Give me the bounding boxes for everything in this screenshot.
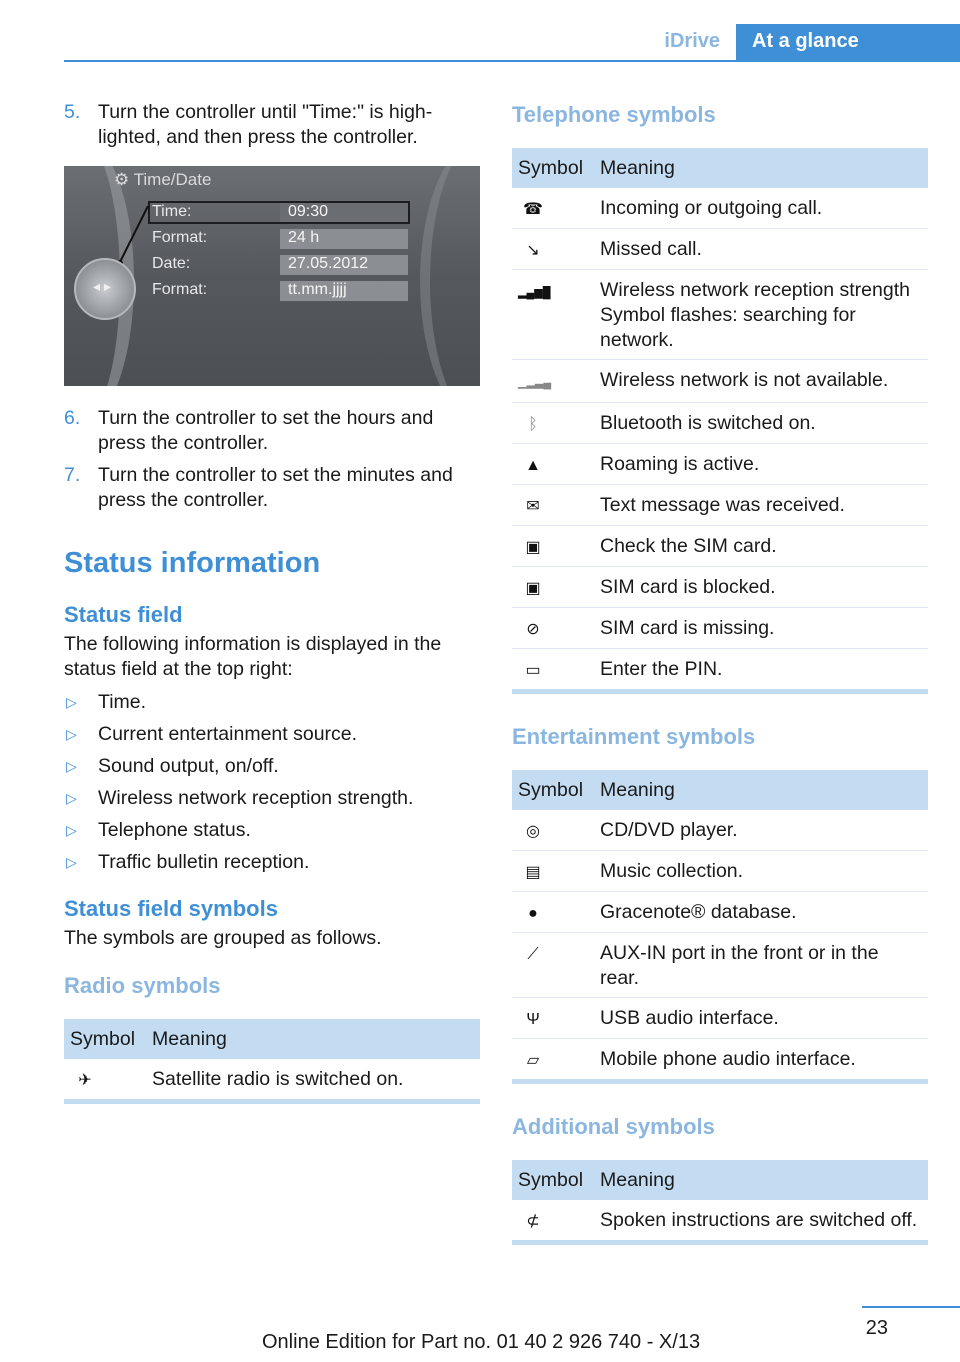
bullet-icon: ▷	[66, 758, 77, 774]
table-row: ▭ Enter the PIN.	[512, 649, 928, 692]
phone-call-icon: ☎	[523, 201, 543, 218]
gracenote-icon: ●	[528, 905, 538, 922]
list-item: ▷ Wireless network reception strength.	[66, 787, 414, 809]
check-sim-icon: ▣	[525, 539, 541, 556]
screenshot-row-format: Format: 24 h	[152, 229, 408, 249]
time-date-screenshot	[64, 166, 480, 386]
step-5: 5. Turn the controller until "Time:" is high-lighted, and then press the controller.	[64, 101, 433, 148]
controller-knob-icon: ◂ ▸	[74, 258, 136, 320]
table-row: ✈ Satellite radio is switched on.	[64, 1059, 480, 1102]
sim-missing-icon: ⊘	[526, 621, 540, 638]
online-edition-note: Online Edition for Part no. 01 40 2 926 740 - X/13	[262, 1331, 701, 1353]
usb-icon: Ψ	[526, 1011, 540, 1028]
bluetooth-icon: ᛒ	[528, 416, 538, 433]
table-row: Ψ USB audio interface.	[512, 998, 928, 1039]
table-row: ⊘ SIM card is missing.	[512, 608, 928, 649]
table-row: ▣ Check the SIM card.	[512, 526, 928, 567]
screenshot-row-time: Time: 09:30	[152, 203, 408, 223]
table-row: ᛒ Bluetooth is switched on.	[512, 403, 928, 444]
roaming-icon: ▲	[525, 457, 541, 474]
bullet-icon: ▷	[66, 726, 77, 742]
aux-in-icon: ⟋	[527, 946, 539, 963]
chapter-label: iDrive	[664, 30, 720, 52]
entertainment-symbols-table: Symbol Meaning ◎ CD/DVD player. ▤ Music collection. ● Gracenote® database. ⟋ AUX-IN port in the front or in the rear. Ψ USB audio interface. ▱ Mobile phone audio interface.	[512, 770, 928, 1084]
list-item: ▷ Current entertainment source.	[66, 723, 358, 745]
table-row: ◎ CD/DVD player.	[512, 810, 928, 851]
table-row: ▁▂▃▄ Wireless network is not available.	[512, 360, 928, 403]
list-item: ▷ Traffic bulletin reception.	[66, 851, 310, 873]
page-header	[64, 24, 960, 62]
mobile-audio-icon: ▱	[526, 1052, 540, 1069]
footer-rule	[862, 1306, 960, 1308]
screenshot-row-date: Date: 27.05.2012	[152, 255, 408, 275]
music-collection-icon: ▤	[525, 864, 541, 881]
missed-call-icon: ↘	[526, 242, 540, 259]
step-6: 6. Turn the controller to set the hours and press the controller.	[64, 407, 434, 454]
page-number: 23	[865, 1317, 888, 1339]
no-signal-icon: ▁▂▃▄	[518, 377, 552, 389]
left-column	[64, 100, 480, 1134]
spoken-instructions-off-icon: ⊄	[526, 1213, 540, 1230]
table-row: ✉ Text message was received.	[512, 485, 928, 526]
bullet-icon: ▷	[66, 854, 77, 870]
radio-symbols-heading: Radio symbols	[64, 973, 221, 998]
bullet-icon: ▷	[66, 790, 77, 806]
table-row: ▤ Music collection.	[512, 851, 928, 892]
table-row: ▲ Roaming is active.	[512, 444, 928, 485]
radio-symbols-table: Symbol Meaning ✈ Satellite radio is switched on.	[64, 1019, 480, 1104]
cd-dvd-icon: ◎	[526, 823, 540, 840]
table-row: ↘ Missed call.	[512, 229, 928, 270]
right-column	[512, 100, 928, 1275]
telephone-symbols-heading: Telephone symbols	[512, 102, 716, 127]
status-field-text: The following information is displayed in the status field at the top right:	[64, 633, 442, 680]
sim-blocked-icon: ▣	[525, 580, 541, 597]
table-row: ⟋ AUX-IN port in the front or in the rear.	[512, 933, 928, 998]
list-item: ▷ Time.	[66, 691, 147, 713]
telephone-symbols-table: Symbol Meaning ☎ Incoming or outgoing call. ↘ Missed call. ▂▄▆█ Wireless network reception strength Symbol flashes: searching for network. ▁▂▃▄ Wireless network is not available. ᛒ Bluetooth is switched on. ▲ Roaming is active. ✉ Text message was received. ▣ Check the SIM card. ▣ SIM card is blocked. ⊘ SIM card is missing. ▭ Enter the PIN.	[512, 148, 928, 694]
table-row: ⊄ Spoken instructions are switched off.	[512, 1200, 928, 1243]
text-message-icon: ✉	[526, 498, 540, 515]
satellite-icon: ✈	[78, 1072, 92, 1089]
entertainment-symbols-heading: Entertainment symbols	[512, 724, 756, 749]
status-field-symbols-heading: Status field symbols	[64, 896, 278, 921]
table-row: ☎ Incoming or outgoing call.	[512, 188, 928, 229]
list-item: ▷ Telephone status.	[66, 819, 251, 841]
table-row: ● Gracenote® database.	[512, 892, 928, 933]
section-label: At a glance	[736, 24, 960, 62]
list-item: ▷ Sound output, on/off.	[66, 755, 279, 777]
status-information-heading: Status information	[64, 547, 321, 579]
table-row: ▣ SIM card is blocked.	[512, 567, 928, 608]
screenshot-title: ⚙ Time/Date	[114, 170, 212, 189]
additional-symbols-table: Symbol Meaning ⊄ Spoken instructions are switched off.	[512, 1160, 928, 1245]
bullet-icon: ▷	[66, 822, 77, 838]
enter-pin-icon: ▭	[525, 662, 541, 679]
status-field-heading: Status field	[64, 602, 183, 627]
step-7: 7. Turn the controller to set the minutes and press the controller.	[64, 464, 453, 511]
bullet-icon: ▷	[66, 694, 77, 710]
additional-symbols-heading: Additional symbols	[512, 1114, 715, 1139]
table-row: ▂▄▆█ Wireless network reception strength Symbol flashes: searching for network.	[512, 270, 928, 360]
screenshot-row-date-format: Format: tt.mm.jjjj	[152, 281, 408, 301]
signal-strength-icon: ▂▄▆█	[518, 287, 551, 299]
table-row: ▱ Mobile phone audio interface.	[512, 1039, 928, 1082]
status-field-symbols-text: The symbols are grouped as follows.	[64, 927, 382, 949]
